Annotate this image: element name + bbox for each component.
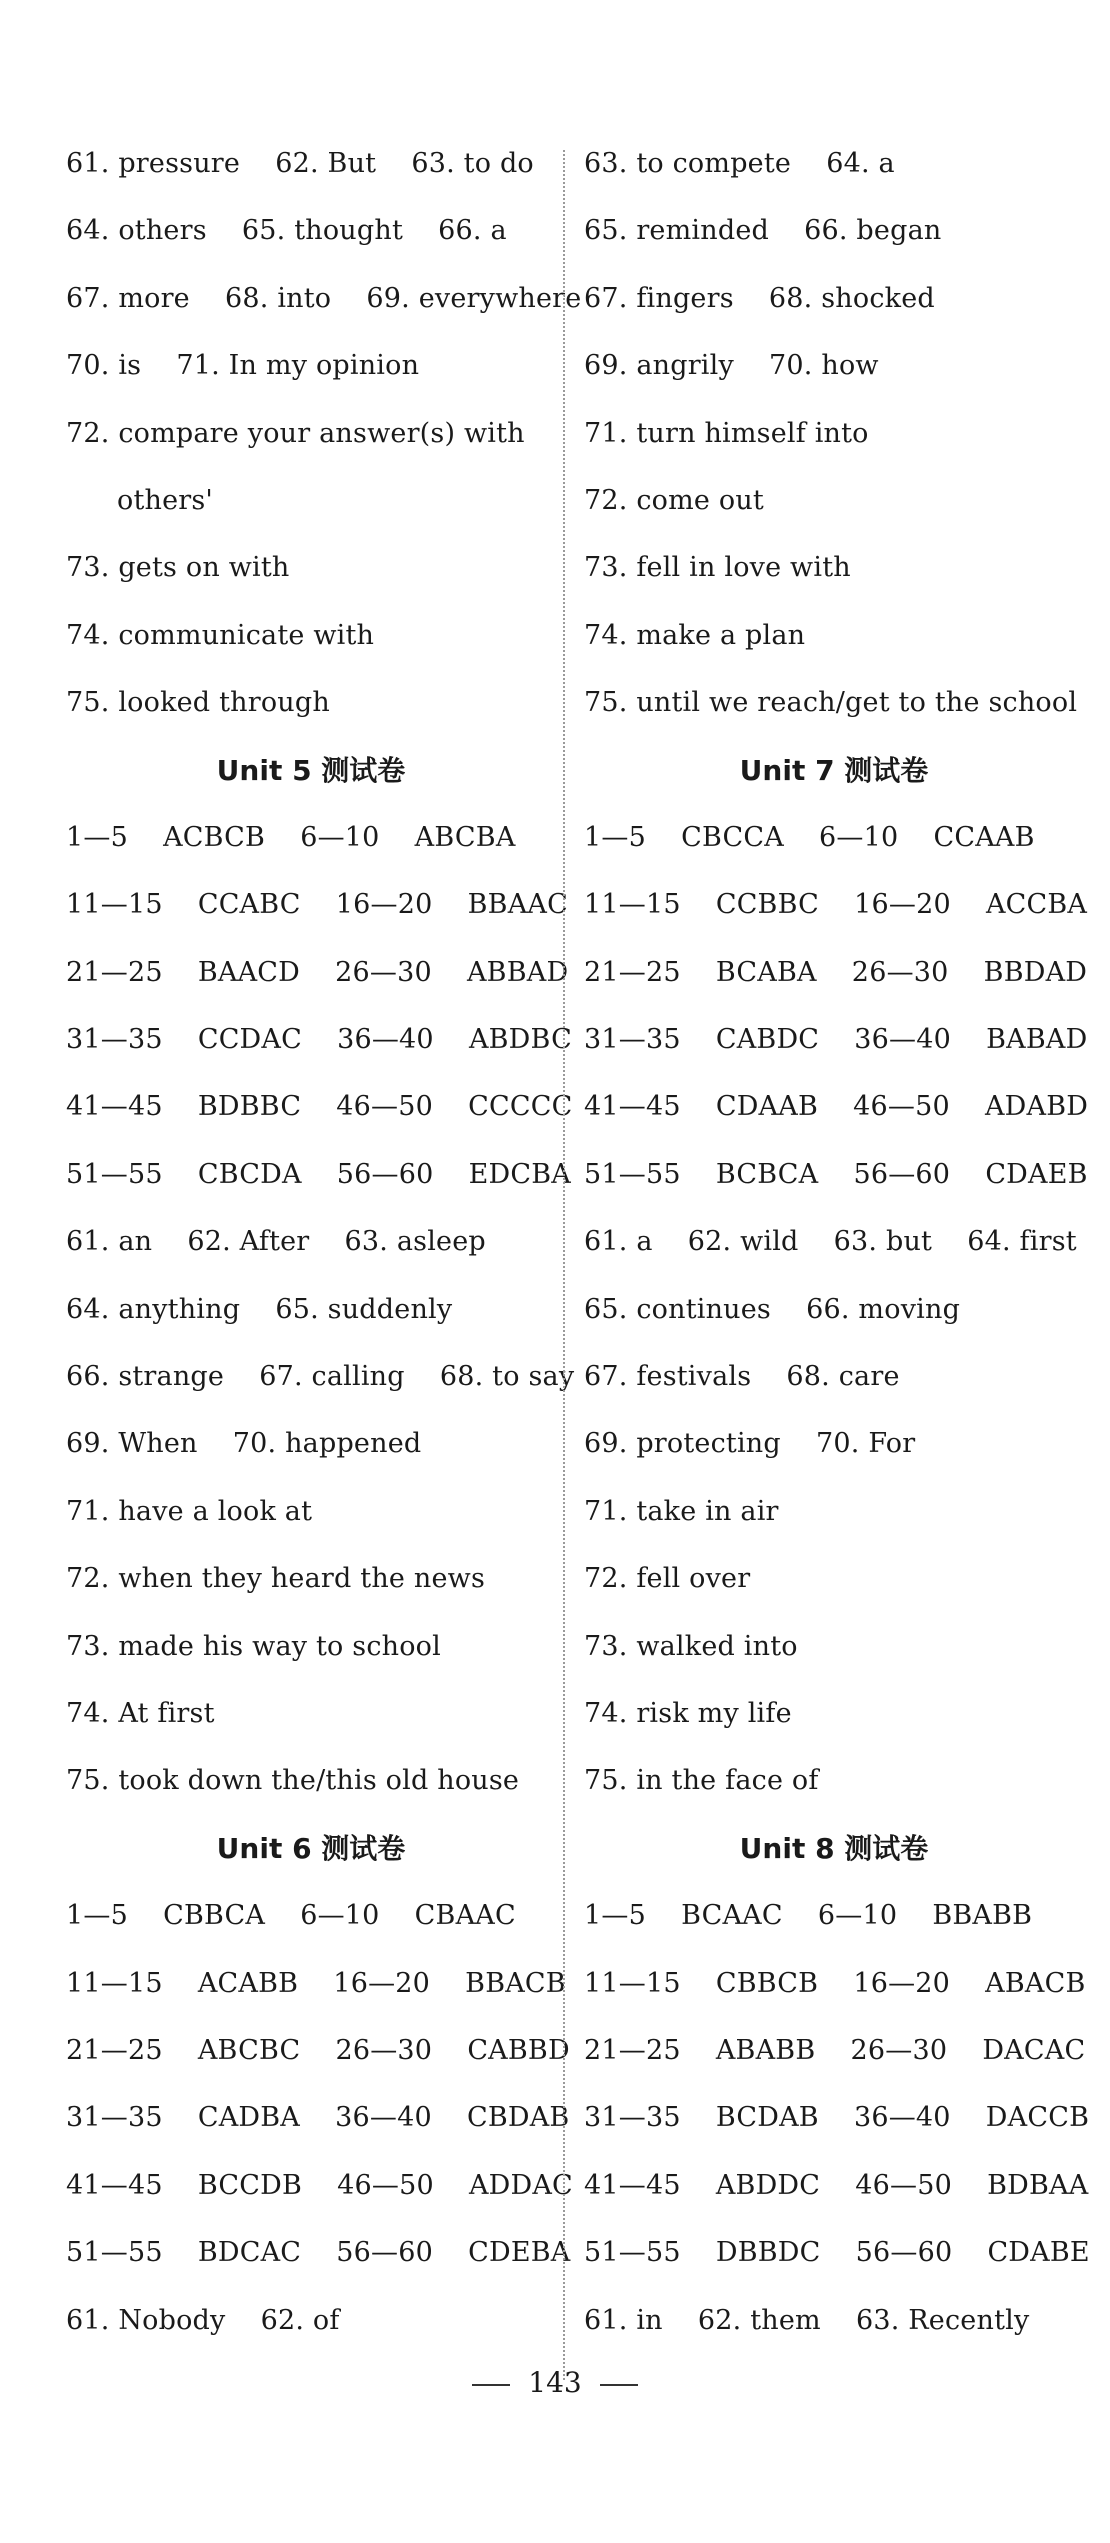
answer-line: 1—5 ACBCB 6—10 ABCBA [66, 821, 516, 853]
answer-line: 67. more 68. into 69. everywhere [66, 282, 582, 314]
answer-line: 71. have a look at [66, 1495, 313, 1527]
unit-heading: Unit 7 测试卷 [739, 753, 929, 787]
answer-line: 41—45 ABDDC 46—50 BDBAA [584, 2169, 1089, 2201]
answer-line: 75. in the face of [584, 1765, 819, 1797]
answer-line: 31—35 BCDAB 36—40 DACCB [584, 2102, 1090, 2134]
page-footer [0, 2358, 1110, 2408]
answer-line: 74. communicate with [66, 619, 375, 651]
answer-line: 75. until we reach/get to the school [584, 687, 1078, 719]
answer-line: 21—25 BCABA 26—30 BBDAD [584, 956, 1088, 988]
unit-heading: Unit 6 测试卷 [216, 1831, 406, 1865]
answer-line: 51—55 DBBDC 56—60 CDABE [584, 2237, 1090, 2269]
answer-line: 72. when they heard the news [66, 1563, 485, 1595]
answer-line: 41—45 BDBBC 46—50 CCCCC [66, 1091, 573, 1123]
answer-line: 74. make a plan [584, 619, 806, 651]
answer-line: 61. pressure 62. But 63. to do [66, 148, 534, 179]
column-divider [563, 150, 565, 2380]
answer-line: 73. gets on with [66, 552, 290, 584]
answer-line: 64. others 65. thought 66. a [66, 215, 507, 247]
answer-line: 73. walked into [584, 1630, 798, 1662]
answer-line: 41—45 BCCDB 46—50 ADDAC [66, 2169, 573, 2201]
right-column [584, 130, 1090, 2354]
answer-line: 69. angrily 70. how [584, 350, 879, 382]
answer-line-continuation: others' [117, 484, 214, 516]
answer-line: 72. compare your answer(s) with [66, 417, 525, 449]
answer-line: 69. protecting 70. For [584, 1428, 916, 1460]
answer-line: 1—5 CBCCA 6—10 CCAAB [584, 821, 1035, 853]
answer-line: 21—25 ABABB 26—30 DACAC [584, 2034, 1086, 2066]
answer-line: 73. fell in love with [584, 552, 851, 584]
unit-heading: Unit 5 测试卷 [216, 753, 406, 787]
answer-line: 21—25 ABCBC 26—30 CABBD [66, 2034, 570, 2066]
answer-line: 65. continues 66. moving [584, 1293, 961, 1325]
unit-heading: Unit 8 测试卷 [739, 1831, 929, 1865]
answer-line: 73. made his way to school [66, 1630, 441, 1662]
answer-line: 75. took down the/this old house [66, 1765, 520, 1797]
answer-line: 65. reminded 66. began [584, 215, 942, 247]
page-number: 143 [528, 2366, 582, 2399]
answer-line: 41—45 CDAAB 46—50 ADABD [584, 1091, 1089, 1123]
answer-line: 31—35 CADBA 36—40 CBDAB [66, 2102, 570, 2134]
answer-line: 75. looked through [66, 687, 330, 719]
answer-line: 67. fingers 68. shocked [584, 282, 935, 314]
answer-line: 72. come out [584, 484, 764, 516]
footer-dash-left [472, 2384, 510, 2386]
footer-dash-right [600, 2384, 638, 2386]
answer-line: 51—55 CBCDA 56—60 EDCBA [66, 1158, 571, 1190]
answer-line: 31—35 CABDC 36—40 BABAD [584, 1024, 1088, 1056]
answer-line: 70. is 71. In my opinion [66, 350, 420, 382]
answer-line: 69. When 70. happened [66, 1428, 422, 1460]
answer-line: 61. an 62. After 63. asleep [66, 1226, 486, 1258]
answer-line: 1—5 BCAAC 6—10 BBABB [584, 1900, 1033, 1932]
answer-line: 66. strange 67. calling 68. to say [66, 1361, 575, 1393]
answer-line: 51—55 BCBCA 56—60 CDAEB [584, 1158, 1088, 1190]
answer-line: 61. in 62. them 63. Recently [584, 2304, 1030, 2336]
answer-line: 51—55 BDCAC 56—60 CDEBA [66, 2237, 571, 2269]
answer-line: 11—15 CCBBC 16—20 ACCBA [584, 889, 1088, 921]
answer-line: 11—15 CBBCB 16—20 ABACB [584, 1967, 1086, 1999]
answer-line: 61. Nobody 62. of [66, 2304, 340, 2336]
answer-line: 71. take in air [584, 1495, 779, 1527]
answer-line: 64. anything 65. suddenly [66, 1293, 453, 1325]
answer-line: 74. risk my life [584, 1697, 792, 1729]
answer-line: 11—15 ACABB 16—20 BBACB [66, 1967, 566, 1999]
answer-line: 71. turn himself into [584, 417, 869, 449]
answer-line: 31—35 CCDAC 36—40 ABDBC [66, 1024, 572, 1056]
answer-line: 21—25 BAACD 26—30 ABBAD [66, 956, 569, 988]
answer-line: 11—15 CCABC 16—20 BBAAC [66, 889, 568, 921]
left-column [66, 130, 582, 2354]
answer-line: 74. At first [66, 1697, 215, 1729]
answer-line: 72. fell over [584, 1563, 751, 1595]
answer-line: 1—5 CBBCA 6—10 CBAAC [66, 1900, 516, 1932]
answer-line: 67. festivals 68. care [584, 1361, 900, 1393]
answer-line: 61. a 62. wild 63. but 64. first [584, 1226, 1077, 1258]
answer-line: 63. to compete 64. a [584, 148, 895, 179]
